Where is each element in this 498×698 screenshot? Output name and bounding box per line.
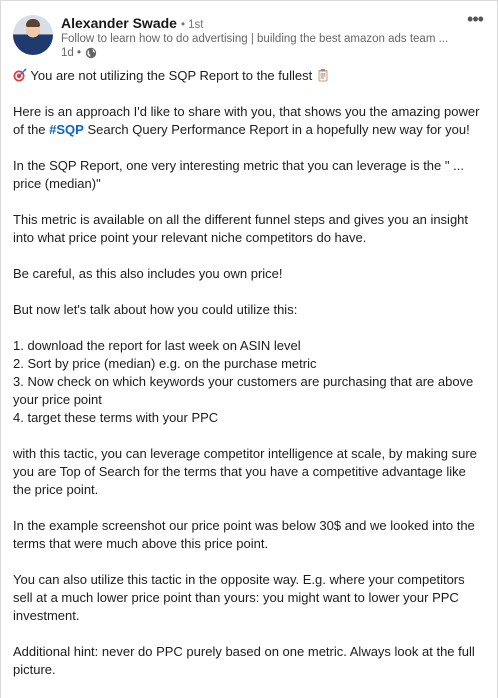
post-title-line	[13, 67, 487, 85]
step-item: 4. target these terms with your PPC	[13, 410, 219, 425]
more-options-button[interactable]	[463, 9, 487, 33]
post-paragraph-7: In the example screenshot our price point was below 30$ and we looked into the terms that were much above this price point.	[13, 518, 475, 551]
author-meta	[61, 15, 461, 59]
post-paragraph-9: Additional hint: never do PPC purely based on one metric. Always look at the full picture.	[13, 644, 475, 677]
post-time: 1d •	[61, 47, 82, 59]
p1-text-before: Here is an approach I'd like to share with you, that shows you the amazing power of the	[13, 104, 480, 137]
post-paragraph-5: But now let's talk about how you could utilize this:	[13, 302, 298, 317]
hashtag-sqp-link[interactable]: #SQP	[49, 122, 84, 137]
post-body	[13, 67, 487, 697]
target-emoji	[13, 68, 27, 82]
step-item: 2. Sort by price (median) e.g. on the purchase metric	[13, 356, 317, 371]
steps-list	[13, 337, 487, 427]
more-icon: •••	[467, 9, 483, 29]
post-title: You are not utilizing the SQP Report to the fullest	[30, 68, 313, 83]
author-name[interactable]: Alexander Swade	[61, 15, 177, 31]
post-paragraph-6: with this tactic, you can leverage competitor intelligence at scale, by making sure you are Top of Search for the terms that you have a competitive advantage like the price point.	[13, 446, 477, 497]
author-name-row	[61, 15, 461, 31]
clipboard-emoji	[316, 68, 330, 82]
post-header	[13, 9, 487, 63]
post-paragraph-1	[13, 103, 487, 139]
connection-degree: • 1st	[180, 19, 204, 31]
author-headline: Follow to learn how to do advertising | building the best amazon ads team ...	[61, 33, 449, 45]
step-item: 1. download the report for last week on ASIN level	[13, 338, 301, 353]
p1-text-after: Search Query Performance Report in a hopefully new way for you!	[83, 122, 470, 137]
post-paragraph-4: Be careful, as this also includes you own price!	[13, 266, 283, 281]
author-avatar[interactable]	[13, 15, 53, 55]
step-item: 3. Now check on which keywords your customers are purchasing that are above your price point	[13, 374, 474, 407]
globe-icon	[85, 47, 97, 59]
post-paragraph-3: This metric is available on all the different funnel steps and gives you an insight into what price point your relevant niche competitors do have.	[13, 212, 469, 245]
post-paragraph-8: You can also utilize this tactic in the opposite way. E.g. where your competitors sell at a much lower price point than yours: you might want to lower your PPC investment.	[13, 572, 465, 623]
post-time-row	[61, 47, 461, 59]
post-paragraph-2: In the SQP Report, one very interesting metric that you can leverage is the " ... price (median)"	[13, 158, 464, 191]
